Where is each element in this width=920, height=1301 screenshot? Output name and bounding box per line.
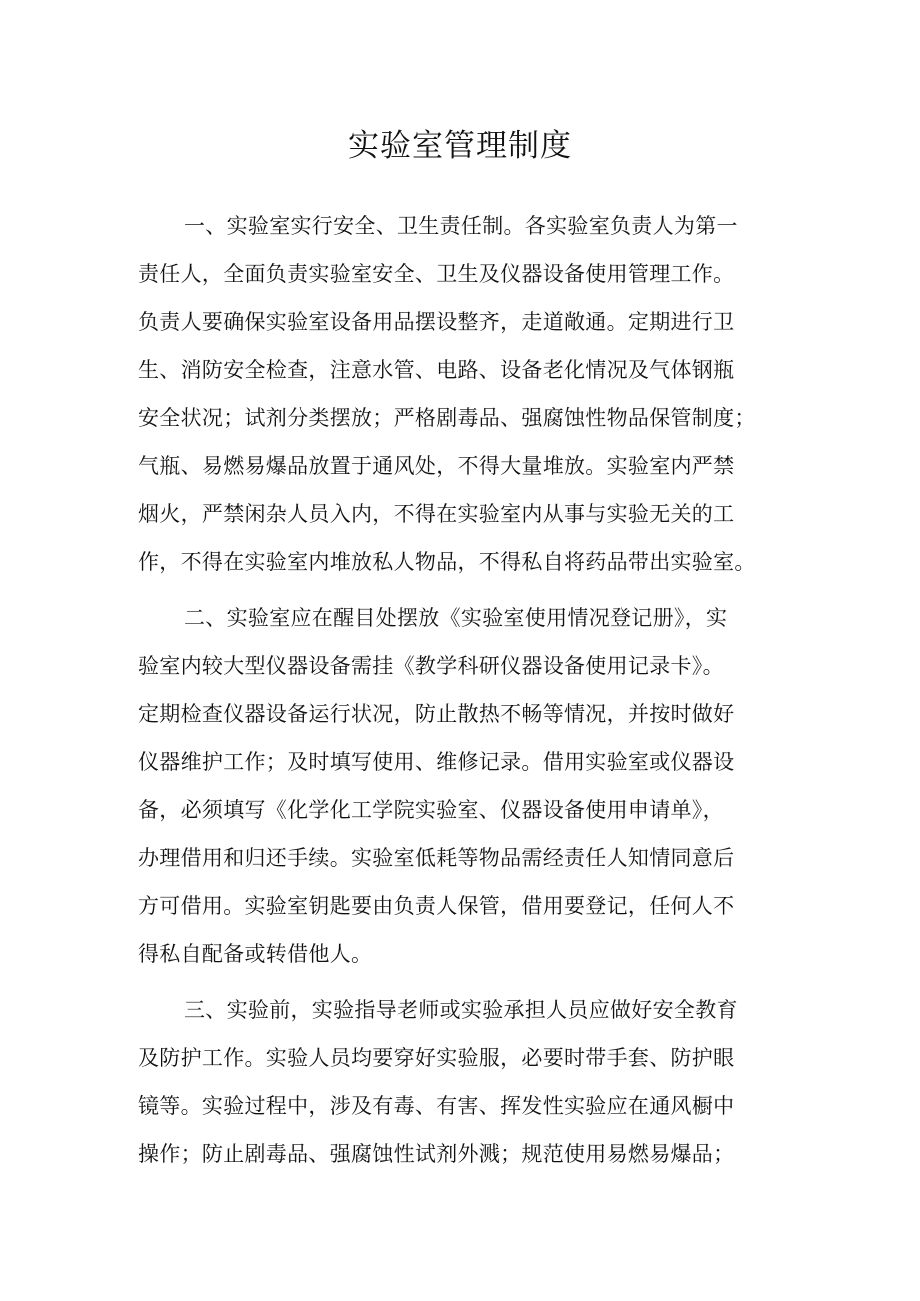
paragraph-1	[138, 203, 788, 587]
document-title: 实验室管理制度	[348, 128, 572, 164]
text-line: 负责人要确保实验室设备用品摆设整齐，走道敞通。定期进行卫	[138, 310, 735, 334]
text-line: 三、实验前，实验指导老师或实验承担人员应做好安全教育	[184, 998, 738, 1022]
text-line: 气瓶、易燃易爆品放置于通风处，不得大量堆放。实验室内严禁	[138, 454, 735, 478]
text-line: 及防护工作。实验人员均要穿好实验服，必要时带手套、防护眼	[138, 1046, 735, 1070]
text-line: 镜等。实验过程中，涉及有毒、有害、挥发性实验应在通风橱中	[138, 1094, 735, 1118]
paragraph-2	[138, 595, 788, 979]
text-line: 定期检查仪器设备运行状况，防止散热不畅等情况，并按时做好	[138, 702, 735, 726]
text-line: 操作；防止剧毒品、强腐蚀性试剂外溅；规范使用易燃易爆品；	[138, 1142, 735, 1166]
text-line: 责任人，全面负责实验室安全、卫生及仪器设备使用管理工作。	[138, 262, 735, 286]
paragraph-3	[138, 987, 788, 1179]
text-line: 作，不得在实验室内堆放私人物品，不得私自将药品带出实验室。	[138, 550, 756, 574]
text-line: 备，必须填写《化学化工学院实验室、仪器设备使用申请单》，	[138, 798, 724, 822]
text-line: 一、实验室实行安全、卫生责任制。各实验室负责人为第一	[184, 214, 738, 238]
text-line: 仪器维护工作；及时填写使用、维修记录。借用实验室或仪器设	[138, 750, 735, 774]
document-body	[138, 203, 788, 1179]
text-line: 验室内较大型仪器设备需挂《教学科研仪器设备使用记录卡》。	[138, 654, 724, 678]
text-line: 得私自配备或转借他人。	[138, 942, 373, 966]
text-line: 安全状况；试剂分类摆放；严格剧毒品、强腐蚀性物品保管制度；	[138, 406, 756, 430]
text-line: 烟火，严禁闲杂人员入内，不得在实验室内从事与实验无关的工	[138, 502, 735, 526]
text-line: 办理借用和归还手续。实验室低耗等物品需经责任人知情同意后	[138, 846, 735, 870]
text-line: 生、消防安全检查，注意水管、电路、设备老化情况及气体钢瓶	[138, 358, 735, 382]
text-line: 二、实验室应在醒目处摆放《实验室使用情况登记册》，实	[184, 606, 728, 630]
text-line: 方可借用。实验室钥匙要由负责人保管，借用要登记，任何人不	[138, 894, 735, 918]
